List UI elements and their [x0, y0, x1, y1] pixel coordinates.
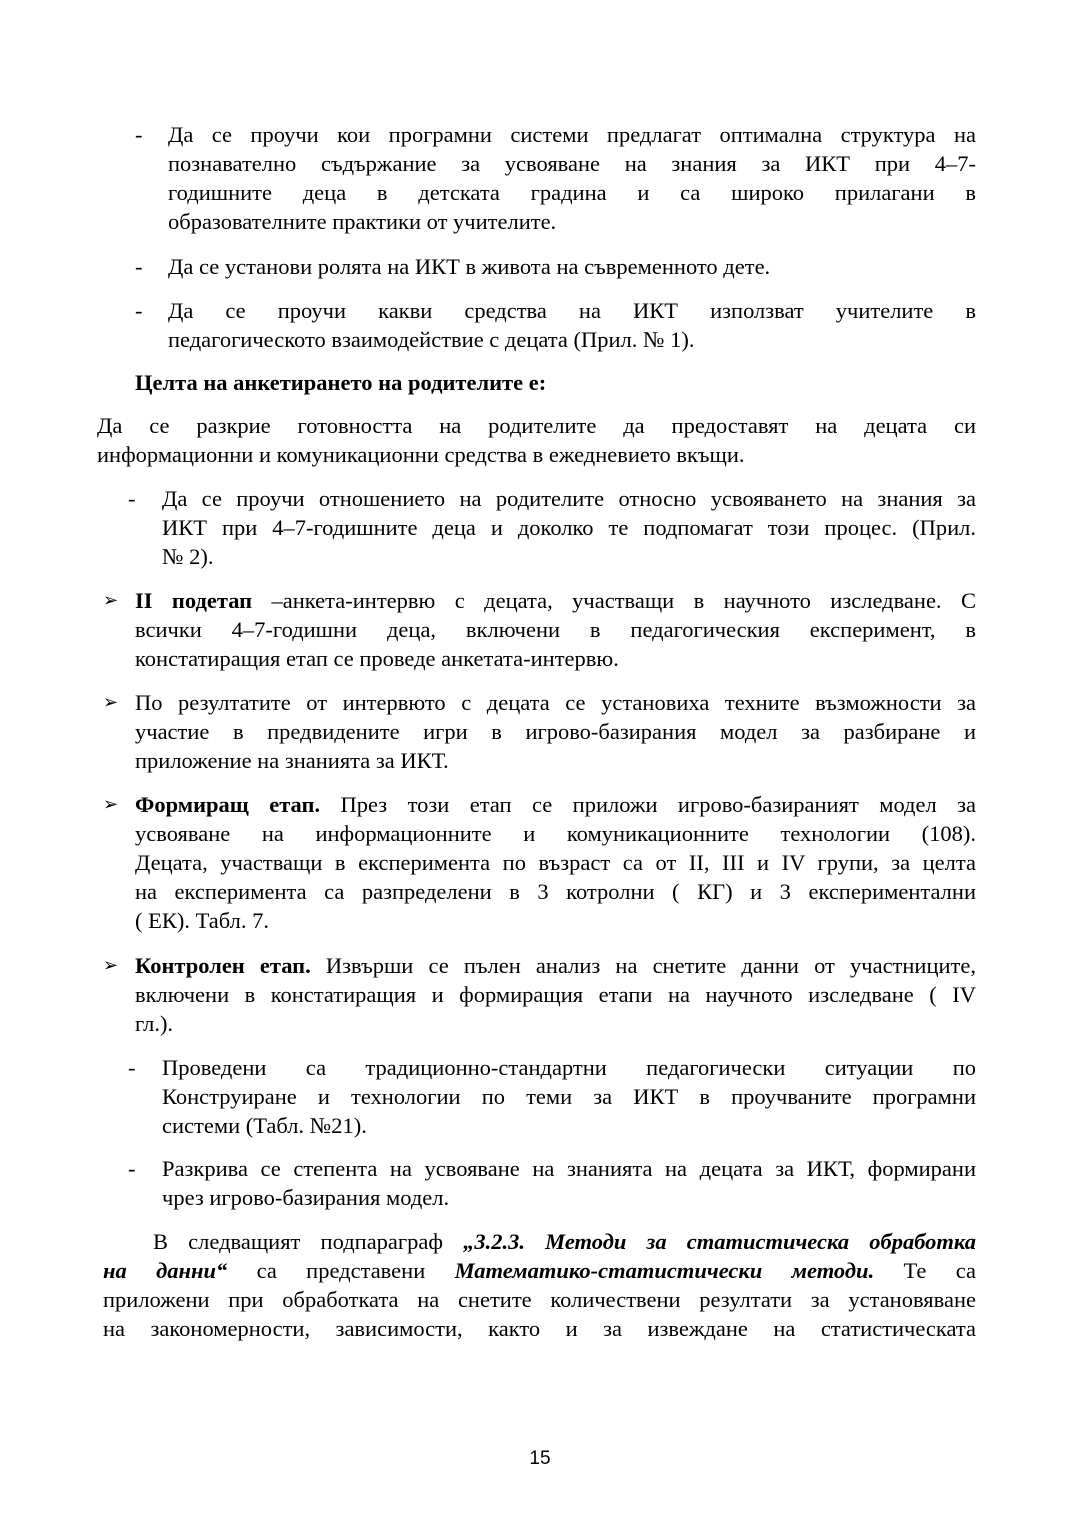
text-line: усвояване на информационните и комуникационните технологии (108). [135, 821, 976, 846]
text-line: на закономерности, зависимости, както и за извеждане на статистическата [103, 1316, 976, 1341]
text-span: Извърши се пълен анализ на снетите данни от участниците, [310, 953, 976, 978]
text-span: са представени [227, 1258, 455, 1283]
arrow-bullet-icon: ➢ [103, 955, 119, 976]
text-line: Децата, участващи в експеримента по възраст са от II, III и IV групи, за целта [135, 850, 976, 875]
text-line: Да се проучи какви средства на ИКТ използват учителите в [168, 298, 976, 323]
text-line: педагогическото взаимодействие с децата (Прил. № 1). [168, 327, 695, 352]
text-line [135, 586, 976, 615]
text-line: Да се установи ролята на ИКТ в живота на съвременното дете. [168, 254, 771, 279]
dash-bullet: - [135, 298, 143, 323]
dash-bullet: - [135, 254, 143, 279]
text-line [135, 790, 976, 819]
text-line: Да се проучи отношението на родителите относно усвояването на знания за [162, 486, 976, 511]
dash-bullet: - [128, 1055, 136, 1080]
dash-bullet: - [128, 486, 136, 511]
text-line: годишните деца в детската градина и са широко прилагани в [168, 180, 976, 205]
dash-bullet: - [128, 1156, 136, 1181]
text-span: –анкета-интервю с децата, участващи в научното изследване. С [252, 588, 976, 613]
text-line [103, 1256, 976, 1285]
arrow-bullet-icon: ➢ [103, 590, 119, 611]
text-line: включени в констатиращия и формиращия етапи на научното изследване ( IV [135, 982, 976, 1007]
text-line: Конструиране и технологии по теми за ИКТ в проучваните програмни [162, 1084, 976, 1109]
text-line: образователните практики от учителите. [168, 209, 557, 234]
arrow-bullet-icon: ➢ [103, 794, 119, 815]
bold-term: Контролен етап. [135, 953, 311, 978]
text-line: всички 4–7-годишни деца, включени в педагогическия експеримент, в [135, 617, 976, 642]
text-line [153, 1227, 976, 1256]
text-line: приложение на знанията за ИКТ. [135, 748, 449, 773]
text-span: В следващият подпараграф [153, 1229, 464, 1254]
text-line: Да се проучи кои програмни системи предлагат оптимална структура на [168, 122, 976, 147]
dash-bullet: - [135, 122, 143, 147]
page-number: 15 [529, 1448, 551, 1469]
section-reference: на данни“ [103, 1258, 228, 1283]
text-line [135, 951, 976, 980]
text-line: гл.). [135, 1011, 174, 1036]
text-span: Те са [874, 1258, 977, 1283]
text-line: участие в предвидените игри в игрово-базирания модел за разбиране и [135, 719, 976, 744]
text-line: приложени при обработката на снетите количествени резултати за установяване [103, 1287, 976, 1312]
bold-term: Формиращ етап. [135, 792, 321, 817]
text-line: чрез игрово-базирания модел. [162, 1185, 450, 1210]
methods-term: Математико-статистически методи. [454, 1258, 875, 1283]
text-line: Проведени са традиционно-стандартни педагогически ситуации по [162, 1055, 976, 1080]
text-line: По резултатите от интервюто с децата се установиха техните възможности за [135, 690, 976, 715]
text-line: информационни и комуникационни средства в ежедневието вкъщи. [97, 442, 745, 467]
text-line: ( ЕК). Табл. 7. [135, 908, 270, 933]
text-line: Разкрива се степента на усвояване на знанията на децата за ИКТ, формирани [162, 1156, 976, 1181]
text-line: констатиращия етап се проведе анкетата-интервю. [135, 646, 619, 671]
text-line: познавателно съдържание за усвояване на знания за ИКТ при 4–7- [168, 151, 976, 176]
section-reference: „3.2.3. Методи за статистическа обработка [463, 1229, 976, 1254]
section-heading: Целта на анкетирането на родителите е: [135, 370, 547, 395]
text-line: системи (Табл. №21). [162, 1113, 367, 1138]
text-line: Да се разкрие готовността на родителите да предоставят на децата си [97, 413, 976, 438]
arrow-bullet-icon: ➢ [103, 692, 119, 713]
bold-term: II подетап [135, 588, 253, 613]
text-line: на експеримента са разпределени в 3 котролни ( КГ) и 3 експериментални [135, 879, 976, 904]
text-line: ИКТ при 4–7-годишните деца и доколко те подпомагат този процес. (Прил. [162, 515, 976, 540]
text-line: № 2). [162, 544, 214, 569]
text-span: През този етап се приложи игрово-базираният модел за [320, 792, 977, 817]
